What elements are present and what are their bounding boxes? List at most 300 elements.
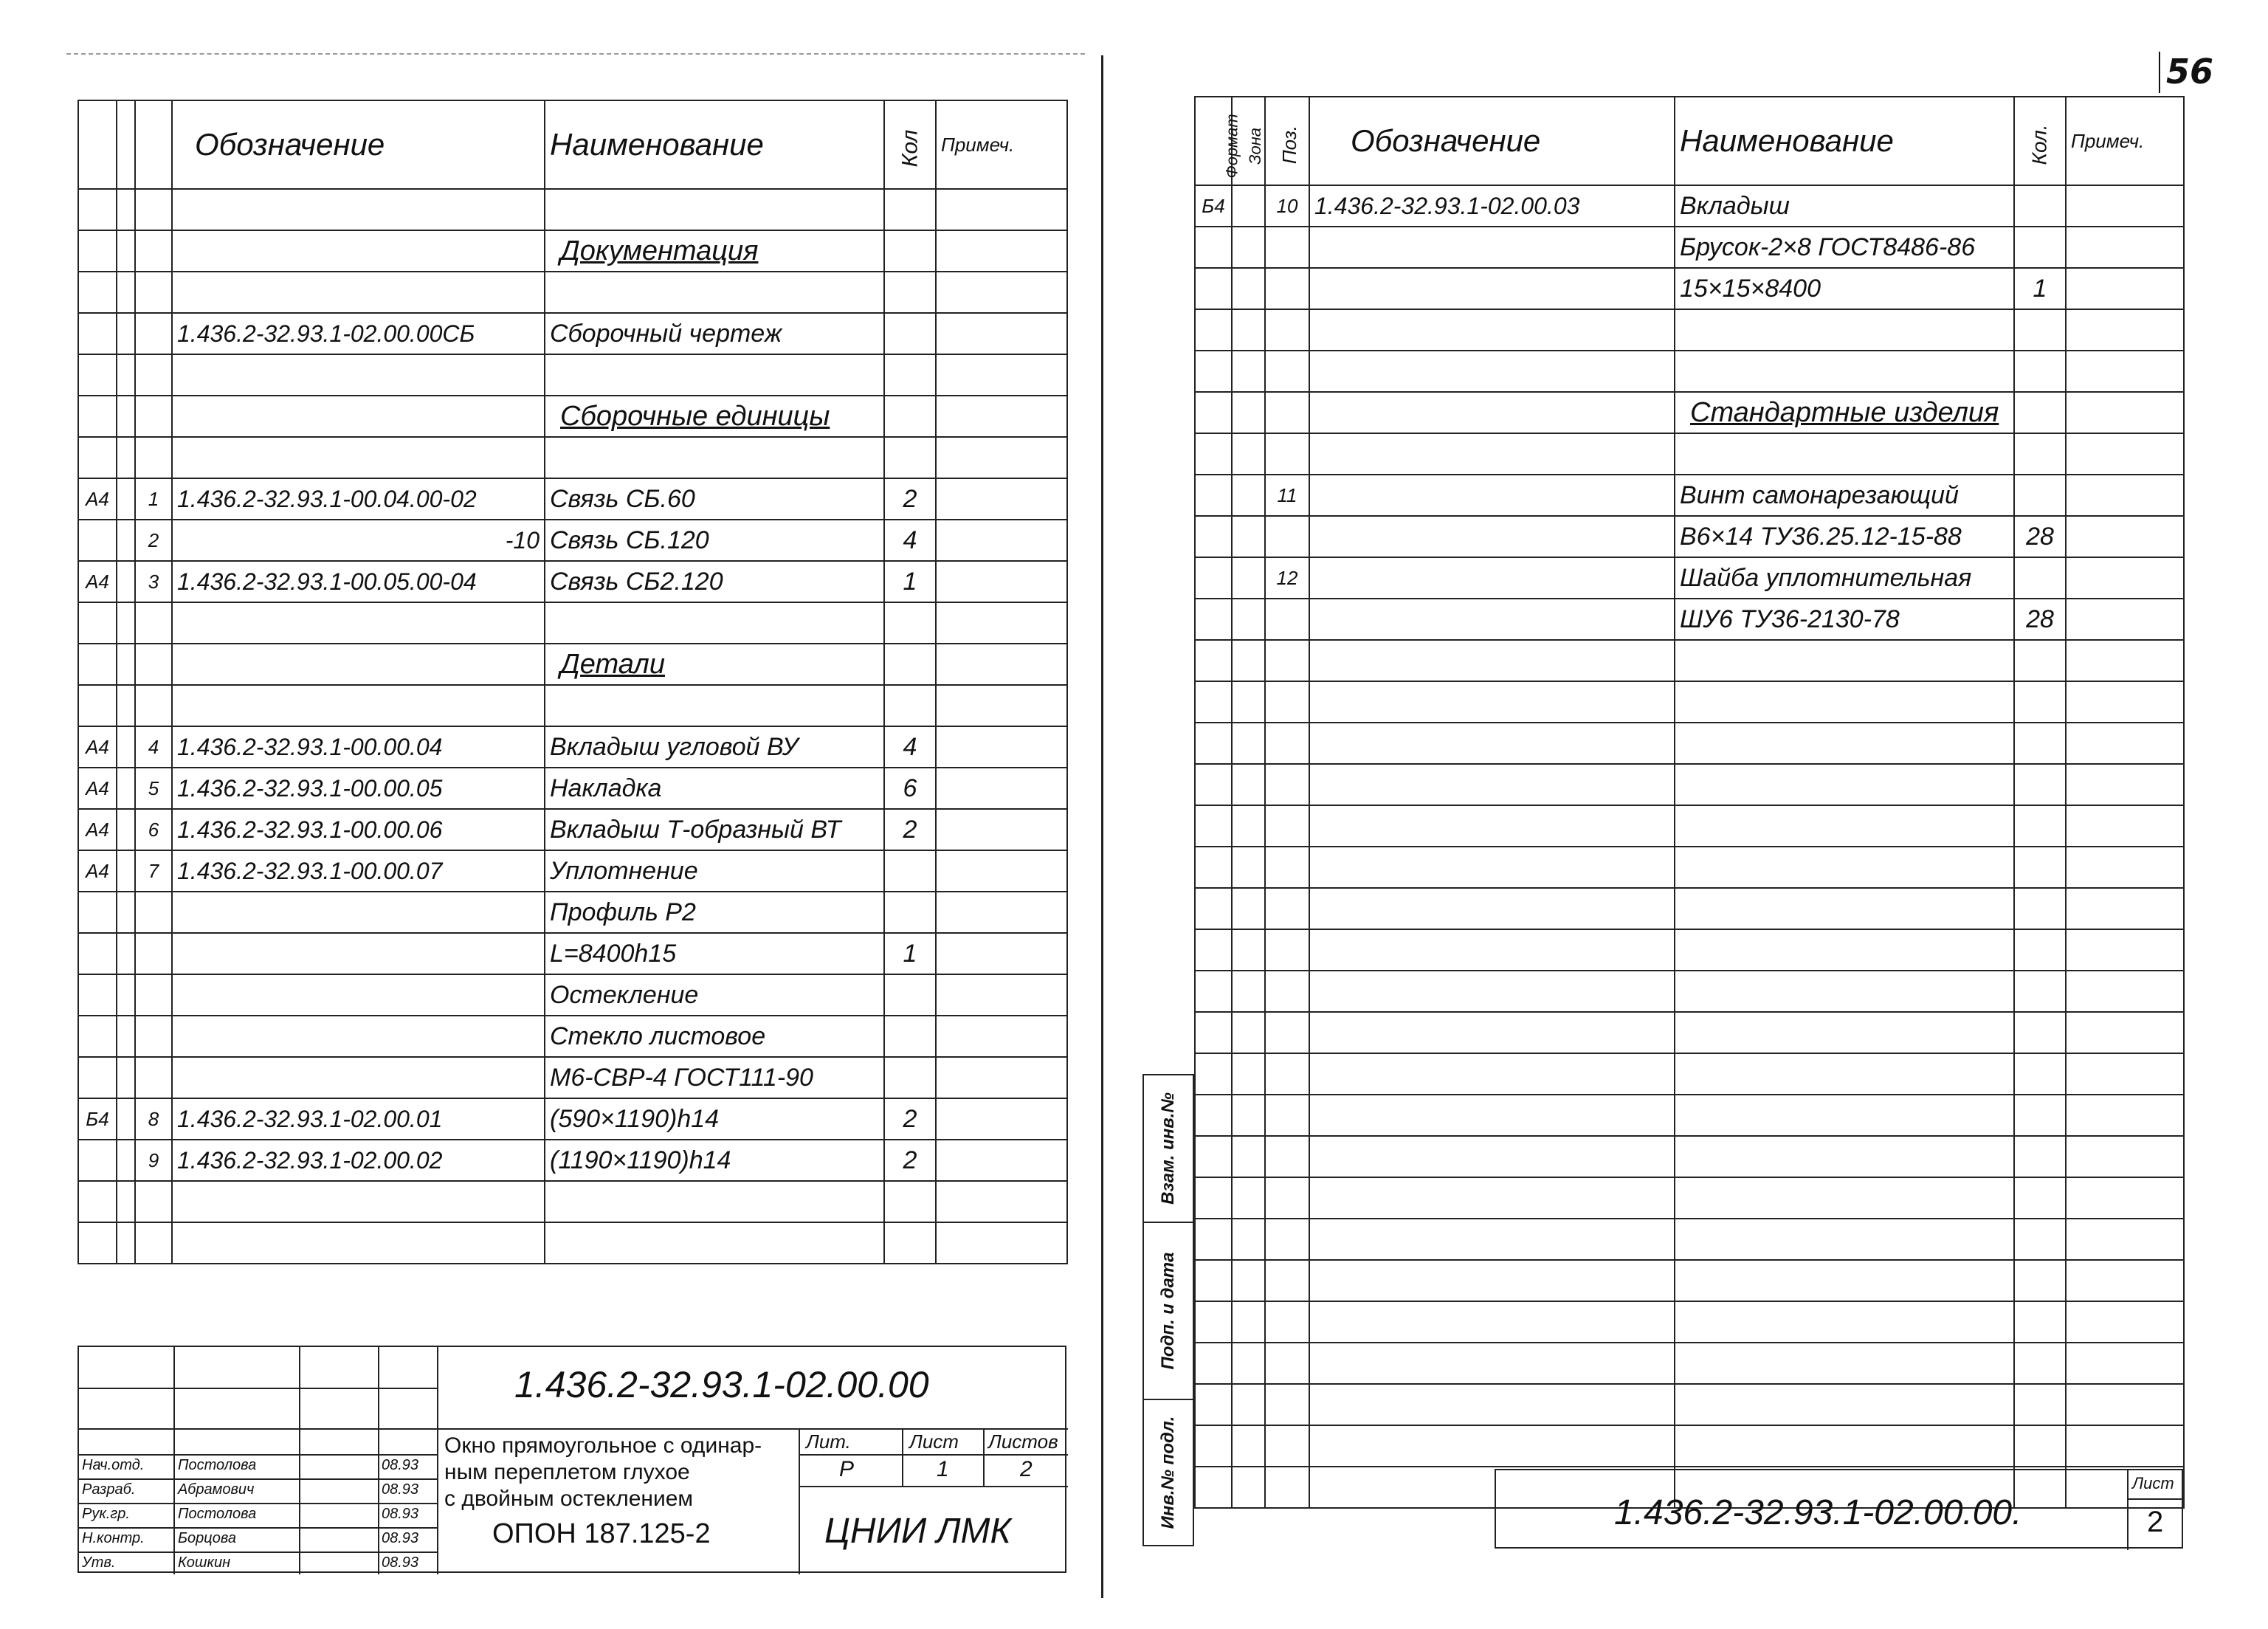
left-cell-format: А4 bbox=[78, 726, 117, 768]
right-cell-name: Брусок-2×8 ГОСТ8486-86 bbox=[1675, 227, 2014, 268]
right-cell-designation bbox=[1309, 392, 1675, 433]
left-sheet-value: 1 bbox=[937, 1457, 949, 1481]
right-cell-zone bbox=[1232, 185, 1265, 227]
left-table-row bbox=[78, 272, 1067, 313]
right-cell-name bbox=[1675, 1384, 2014, 1425]
right-cell-zone bbox=[1232, 723, 1265, 764]
left-sheets-label: Листов bbox=[988, 1430, 1058, 1453]
left-cell-qty bbox=[884, 1016, 936, 1057]
left-cell-designation bbox=[172, 1181, 545, 1222]
right-cell-pos bbox=[1265, 1136, 1309, 1177]
right-cell-name bbox=[1675, 764, 2014, 805]
right-cell-zone bbox=[1232, 516, 1265, 557]
right-cell-designation bbox=[1309, 929, 1675, 971]
right-cell-pos bbox=[1265, 1301, 1309, 1343]
left-cell-format bbox=[78, 602, 117, 644]
title-block-role: Нач.отд. bbox=[82, 1457, 145, 1473]
left-cell-qty: 1 bbox=[884, 561, 936, 602]
right-table-row bbox=[1195, 599, 2184, 640]
left-cell-format bbox=[78, 396, 117, 437]
left-sheets-value: 2 bbox=[1020, 1457, 1033, 1481]
left-table-row bbox=[78, 230, 1067, 272]
left-title-code: 1.436.2-32.93.1-02.00.00 bbox=[514, 1364, 929, 1405]
left-table-row bbox=[78, 478, 1067, 520]
left-cell-format bbox=[78, 313, 117, 354]
left-cell-note bbox=[936, 726, 1067, 768]
title-block-name: Постолова bbox=[178, 1457, 257, 1473]
right-cell-zone bbox=[1232, 1343, 1265, 1384]
right-cell-pos bbox=[1265, 723, 1309, 764]
right-cell-note bbox=[2066, 1425, 2184, 1467]
right-cell-qty bbox=[2014, 557, 2066, 599]
left-cell-format: А4 bbox=[78, 561, 117, 602]
right-cell-qty bbox=[2014, 640, 2066, 681]
right-cell-format bbox=[1195, 227, 1232, 268]
right-cell-zone bbox=[1232, 929, 1265, 971]
left-cell-name: Стекло листовое bbox=[545, 1016, 884, 1057]
left-cell-zone bbox=[117, 850, 135, 892]
right-cell-zone bbox=[1232, 475, 1265, 516]
right-header-note: Примеч. bbox=[2066, 97, 2184, 185]
left-cell-zone bbox=[117, 230, 135, 272]
right-cell-qty bbox=[2014, 764, 2066, 805]
right-cell-format bbox=[1195, 1260, 1232, 1301]
left-header-designation: Обозначение bbox=[172, 100, 545, 189]
right-cell-name bbox=[1675, 1012, 2014, 1053]
left-cell-designation bbox=[172, 272, 545, 313]
left-cell-qty: 2 bbox=[884, 809, 936, 850]
right-cell-pos bbox=[1265, 1053, 1309, 1095]
left-desc-line-2: ным переплетом глухое bbox=[444, 1460, 690, 1484]
right-cell-designation bbox=[1309, 1425, 1675, 1467]
left-cell-note bbox=[936, 189, 1067, 230]
right-cell-note bbox=[2066, 1177, 2184, 1219]
page-number: 56 bbox=[2166, 52, 2214, 92]
left-cell-format: Б4 bbox=[78, 1098, 117, 1140]
title-block-date: 08.93 bbox=[382, 1506, 419, 1522]
left-cell-format bbox=[78, 892, 117, 933]
left-cell-note bbox=[936, 768, 1067, 809]
right-cell-qty bbox=[2014, 1425, 2066, 1467]
right-table-row bbox=[1195, 475, 2184, 516]
left-cell-note bbox=[936, 685, 1067, 726]
right-cell-format bbox=[1195, 640, 1232, 681]
right-table-row bbox=[1195, 1301, 2184, 1343]
right-cell-designation bbox=[1309, 475, 1675, 516]
left-desc-line-1: Окно прямоугольное с одинар- bbox=[444, 1433, 762, 1458]
left-cell-name bbox=[545, 437, 884, 478]
left-cell-name: Вкладыш Т-образный ВТ bbox=[545, 809, 884, 850]
right-table-row bbox=[1195, 1260, 2184, 1301]
right-cell-note bbox=[2066, 1260, 2184, 1301]
right-cell-qty bbox=[2014, 1343, 2066, 1384]
right-footer-code: 1.436.2-32.93.1-02.00.00. bbox=[1614, 1493, 2022, 1532]
left-cell-format bbox=[78, 933, 117, 974]
right-cell-zone bbox=[1232, 227, 1265, 268]
left-cell-name: Связь СБ2.120 bbox=[545, 561, 884, 602]
right-cell-pos: 12 bbox=[1265, 557, 1309, 599]
left-cell-format bbox=[78, 1181, 117, 1222]
side-cell-replacement: Взам. инв.№ bbox=[1144, 1075, 1193, 1223]
right-cell-note bbox=[2066, 1384, 2184, 1425]
left-table-row bbox=[78, 1181, 1067, 1222]
right-cell-pos bbox=[1265, 268, 1309, 309]
right-cell-format bbox=[1195, 1095, 1232, 1136]
right-cell-designation bbox=[1309, 1177, 1675, 1219]
right-cell-qty: 28 bbox=[2014, 516, 2066, 557]
right-cell-pos bbox=[1265, 1012, 1309, 1053]
right-cell-note bbox=[2066, 433, 2184, 475]
left-cell-note bbox=[936, 602, 1067, 644]
left-cell-format bbox=[78, 1140, 117, 1181]
left-table-row bbox=[78, 354, 1067, 396]
left-table-row bbox=[78, 1140, 1067, 1181]
left-cell-format bbox=[78, 1222, 117, 1264]
left-table-row bbox=[78, 685, 1067, 726]
left-cell-zone bbox=[117, 313, 135, 354]
right-table-row bbox=[1195, 1136, 2184, 1177]
right-cell-zone bbox=[1232, 888, 1265, 929]
right-cell-format bbox=[1195, 805, 1232, 847]
left-section-title: Детали bbox=[560, 649, 665, 680]
left-cell-pos bbox=[135, 892, 172, 933]
left-cell-zone bbox=[117, 809, 135, 850]
title-block-role: Утв. bbox=[82, 1554, 116, 1571]
right-cell-note bbox=[2066, 268, 2184, 309]
right-cell-pos bbox=[1265, 309, 1309, 351]
left-cell-zone bbox=[117, 437, 135, 478]
left-cell-pos bbox=[135, 644, 172, 685]
left-cell-note bbox=[936, 1181, 1067, 1222]
right-cell-note bbox=[2066, 1012, 2184, 1053]
right-cell-qty bbox=[2014, 888, 2066, 929]
left-cell-zone bbox=[117, 1181, 135, 1222]
left-cell-designation bbox=[172, 602, 545, 644]
left-cell-qty: 6 bbox=[884, 768, 936, 809]
left-cell-note bbox=[936, 437, 1067, 478]
left-cell-format bbox=[78, 1016, 117, 1057]
right-cell-designation bbox=[1309, 351, 1675, 392]
right-cell-format: Б4 bbox=[1195, 185, 1232, 227]
left-header-name: Наименование bbox=[545, 100, 884, 189]
right-cell-pos bbox=[1265, 1343, 1309, 1384]
right-footer-sheet-value: 2 bbox=[2147, 1506, 2164, 1538]
right-cell-pos bbox=[1265, 888, 1309, 929]
right-cell-name bbox=[1675, 681, 2014, 723]
left-cell-note bbox=[936, 520, 1067, 561]
title-block-name: Кошкин bbox=[178, 1554, 231, 1571]
right-cell-note bbox=[2066, 1136, 2184, 1177]
right-cell-designation bbox=[1309, 805, 1675, 847]
right-cell-qty bbox=[2014, 392, 2066, 433]
right-cell-name bbox=[1675, 351, 2014, 392]
left-lit-label: Лит. bbox=[806, 1430, 851, 1453]
left-cell-qty: 2 bbox=[884, 478, 936, 520]
right-header-zone: Зона bbox=[1232, 97, 1265, 185]
left-table-row bbox=[78, 892, 1067, 933]
right-cell-note bbox=[2066, 392, 2184, 433]
left-cell-zone bbox=[117, 1016, 135, 1057]
left-cell-qty bbox=[884, 892, 936, 933]
right-cell-zone bbox=[1232, 1467, 1265, 1508]
right-cell-name bbox=[1675, 723, 2014, 764]
right-section-title: Стандартные изделия bbox=[1690, 397, 1999, 428]
left-cell-name: L=8400h15 bbox=[545, 933, 884, 974]
left-cell-pos: 5 bbox=[135, 768, 172, 809]
left-table-row bbox=[78, 933, 1067, 974]
right-cell-note bbox=[2066, 185, 2184, 227]
right-table-row bbox=[1195, 888, 2184, 929]
right-cell-name: Винт самонарезающий bbox=[1675, 475, 2014, 516]
left-cell-designation bbox=[172, 437, 545, 478]
left-cell-designation bbox=[172, 396, 545, 437]
left-cell-note bbox=[936, 644, 1067, 685]
left-header-qty: Кол bbox=[884, 100, 936, 189]
right-cell-pos bbox=[1265, 681, 1309, 723]
right-cell-note bbox=[2066, 309, 2184, 351]
right-cell-designation bbox=[1309, 640, 1675, 681]
right-specification-table bbox=[1194, 96, 2185, 1509]
title-block-date: 08.93 bbox=[382, 1481, 419, 1498]
left-cell-note bbox=[936, 809, 1067, 850]
right-table-row bbox=[1195, 392, 2184, 433]
right-cell-note bbox=[2066, 723, 2184, 764]
left-cell-format bbox=[78, 644, 117, 685]
left-cell-note bbox=[936, 561, 1067, 602]
right-cell-qty bbox=[2014, 971, 2066, 1012]
left-cell-pos bbox=[135, 230, 172, 272]
right-table-row bbox=[1195, 1384, 2184, 1425]
left-desc-line-4: ОПОН 187.125-2 bbox=[492, 1518, 711, 1549]
left-desc-line-3: с двойным остеклением bbox=[444, 1487, 694, 1511]
left-cell-note bbox=[936, 933, 1067, 974]
left-cell-format: А4 bbox=[78, 478, 117, 520]
right-cell-zone bbox=[1232, 847, 1265, 888]
right-cell-format bbox=[1195, 1301, 1232, 1343]
left-cell-zone bbox=[117, 354, 135, 396]
title-block-date: 08.93 bbox=[382, 1457, 419, 1473]
right-cell-name bbox=[1675, 309, 2014, 351]
right-cell-designation bbox=[1309, 723, 1675, 764]
right-cell-designation bbox=[1309, 888, 1675, 929]
title-block-name: Абрамович bbox=[178, 1481, 255, 1498]
left-lit-value: Р bbox=[839, 1457, 855, 1481]
right-header-pos: Поз. bbox=[1265, 97, 1309, 185]
left-cell-qty bbox=[884, 313, 936, 354]
left-cell-designation bbox=[172, 685, 545, 726]
right-side-strip bbox=[1142, 1074, 1194, 1546]
left-cell-zone bbox=[117, 892, 135, 933]
left-cell-designation: -10 bbox=[172, 520, 545, 561]
right-cell-qty bbox=[2014, 1012, 2066, 1053]
left-org: ЦНИИ ЛМК bbox=[824, 1512, 1011, 1551]
right-cell-format bbox=[1195, 847, 1232, 888]
left-table-row bbox=[78, 520, 1067, 561]
left-section-title: Документация bbox=[560, 235, 759, 266]
right-cell-zone bbox=[1232, 1260, 1265, 1301]
right-cell-pos bbox=[1265, 351, 1309, 392]
right-cell-format bbox=[1195, 557, 1232, 599]
left-cell-format bbox=[78, 437, 117, 478]
left-header-zone bbox=[117, 100, 135, 189]
right-cell-qty bbox=[2014, 847, 2066, 888]
right-cell-name bbox=[1675, 1343, 2014, 1384]
left-cell-zone bbox=[117, 602, 135, 644]
right-cell-designation bbox=[1309, 971, 1675, 1012]
right-cell-note bbox=[2066, 681, 2184, 723]
left-cell-zone bbox=[117, 768, 135, 809]
left-cell-format bbox=[78, 354, 117, 396]
right-cell-qty: 28 bbox=[2014, 599, 2066, 640]
right-cell-qty bbox=[2014, 1053, 2066, 1095]
right-cell-format bbox=[1195, 888, 1232, 929]
right-cell-qty bbox=[2014, 309, 2066, 351]
left-cell-note bbox=[936, 478, 1067, 520]
left-cell-name bbox=[545, 602, 884, 644]
left-header-note: Примеч. bbox=[936, 100, 1067, 189]
left-cell-qty bbox=[884, 437, 936, 478]
left-cell-qty: 1 bbox=[884, 933, 936, 974]
right-cell-pos bbox=[1265, 971, 1309, 1012]
left-cell-pos bbox=[135, 1057, 172, 1098]
right-cell-name bbox=[1675, 1425, 2014, 1467]
left-table-row bbox=[78, 189, 1067, 230]
left-cell-qty bbox=[884, 354, 936, 396]
left-cell-note bbox=[936, 892, 1067, 933]
right-cell-note bbox=[2066, 929, 2184, 971]
right-cell-format bbox=[1195, 1219, 1232, 1260]
side-cell-inventory: Инв.№ подл. bbox=[1158, 1416, 1178, 1529]
left-cell-designation bbox=[172, 354, 545, 396]
left-cell-format bbox=[78, 1057, 117, 1098]
left-cell-note bbox=[936, 1057, 1067, 1098]
right-cell-name bbox=[1675, 805, 2014, 847]
sheet-fold-line bbox=[1101, 55, 1103, 1598]
left-cell-qty: 2 bbox=[884, 1140, 936, 1181]
right-cell-qty bbox=[2014, 1136, 2066, 1177]
right-cell-name bbox=[1675, 971, 2014, 1012]
right-body bbox=[1195, 185, 2184, 1508]
right-cell-pos: 11 bbox=[1265, 475, 1309, 516]
right-cell-note bbox=[2066, 227, 2184, 268]
left-cell-designation: 1.436.2-32.93.1-00.05.00-04 bbox=[172, 561, 545, 602]
left-header-format bbox=[78, 100, 117, 189]
left-table-row bbox=[78, 561, 1067, 602]
right-cell-format bbox=[1195, 929, 1232, 971]
left-cell-note bbox=[936, 1016, 1067, 1057]
right-header-qty: Кол. bbox=[2014, 97, 2066, 185]
left-cell-designation bbox=[172, 644, 545, 685]
right-table-row bbox=[1195, 351, 2184, 392]
left-cell-designation: 1.436.2-32.93.1-00.00.05 bbox=[172, 768, 545, 809]
right-cell-qty bbox=[2014, 1095, 2066, 1136]
left-cell-format: А4 bbox=[78, 850, 117, 892]
left-cell-zone bbox=[117, 726, 135, 768]
title-block-role: Н.контр. bbox=[82, 1530, 145, 1546]
right-cell-name bbox=[1675, 640, 2014, 681]
left-table-row bbox=[78, 437, 1067, 478]
left-table-row bbox=[78, 396, 1067, 437]
right-table-row bbox=[1195, 1343, 2184, 1384]
left-cell-zone bbox=[117, 933, 135, 974]
right-cell-format bbox=[1195, 392, 1232, 433]
title-block-name: Постолова bbox=[178, 1506, 257, 1522]
right-cell-note bbox=[2066, 557, 2184, 599]
right-cell-pos bbox=[1265, 1219, 1309, 1260]
right-cell-name bbox=[1675, 847, 2014, 888]
right-cell-note bbox=[2066, 971, 2184, 1012]
left-cell-name: М6-СВР-4 ГОСТ111-90 bbox=[545, 1057, 884, 1098]
right-cell-qty bbox=[2014, 1260, 2066, 1301]
left-table-row bbox=[78, 1016, 1067, 1057]
right-cell-name bbox=[1675, 1136, 2014, 1177]
left-cell-zone bbox=[117, 478, 135, 520]
right-table-row bbox=[1195, 847, 2184, 888]
right-footer bbox=[1495, 1469, 2183, 1549]
right-cell-name bbox=[1675, 392, 2014, 433]
right-cell-format bbox=[1195, 268, 1232, 309]
left-cell-name: Сборочный чертеж bbox=[545, 313, 884, 354]
right-cell-format bbox=[1195, 516, 1232, 557]
left-cell-pos: 6 bbox=[135, 809, 172, 850]
right-header-row bbox=[1195, 97, 2184, 185]
right-cell-pos bbox=[1265, 433, 1309, 475]
left-cell-format bbox=[78, 974, 117, 1016]
right-cell-note bbox=[2066, 847, 2184, 888]
top-dashed-rule bbox=[66, 53, 1085, 55]
right-cell-note bbox=[2066, 351, 2184, 392]
right-cell-pos bbox=[1265, 1467, 1309, 1508]
right-cell-qty bbox=[2014, 681, 2066, 723]
right-table-row bbox=[1195, 929, 2184, 971]
left-cell-pos bbox=[135, 272, 172, 313]
left-cell-name bbox=[545, 1181, 884, 1222]
title-block-date: 08.93 bbox=[382, 1554, 419, 1571]
right-cell-format bbox=[1195, 475, 1232, 516]
right-cell-pos bbox=[1265, 599, 1309, 640]
right-cell-pos bbox=[1265, 1095, 1309, 1136]
right-table-row bbox=[1195, 723, 2184, 764]
right-table-row bbox=[1195, 640, 2184, 681]
left-cell-zone bbox=[117, 189, 135, 230]
right-table-row bbox=[1195, 1177, 2184, 1219]
right-cell-zone bbox=[1232, 640, 1265, 681]
left-table-row bbox=[78, 974, 1067, 1016]
left-cell-pos bbox=[135, 685, 172, 726]
left-cell-designation: 1.436.2-32.93.1-00.00.06 bbox=[172, 809, 545, 850]
left-cell-name: (1190×1190)h14 bbox=[545, 1140, 884, 1181]
right-table-row bbox=[1195, 557, 2184, 599]
side-cell-signature: Подп. и дата bbox=[1144, 1223, 1193, 1400]
right-cell-pos: 10 bbox=[1265, 185, 1309, 227]
left-cell-zone bbox=[117, 1098, 135, 1140]
left-cell-designation bbox=[172, 933, 545, 974]
right-cell-format bbox=[1195, 599, 1232, 640]
right-cell-zone bbox=[1232, 433, 1265, 475]
right-cell-qty bbox=[2014, 1301, 2066, 1343]
left-cell-pos: 7 bbox=[135, 850, 172, 892]
right-table-row bbox=[1195, 1095, 2184, 1136]
right-cell-zone bbox=[1232, 971, 1265, 1012]
right-cell-pos bbox=[1265, 805, 1309, 847]
left-cell-pos bbox=[135, 933, 172, 974]
right-cell-note bbox=[2066, 764, 2184, 805]
right-cell-name bbox=[1675, 929, 2014, 971]
right-header-designation: Обозначение bbox=[1309, 97, 1675, 185]
left-cell-pos bbox=[135, 602, 172, 644]
left-cell-zone bbox=[117, 520, 135, 561]
right-cell-pos bbox=[1265, 847, 1309, 888]
